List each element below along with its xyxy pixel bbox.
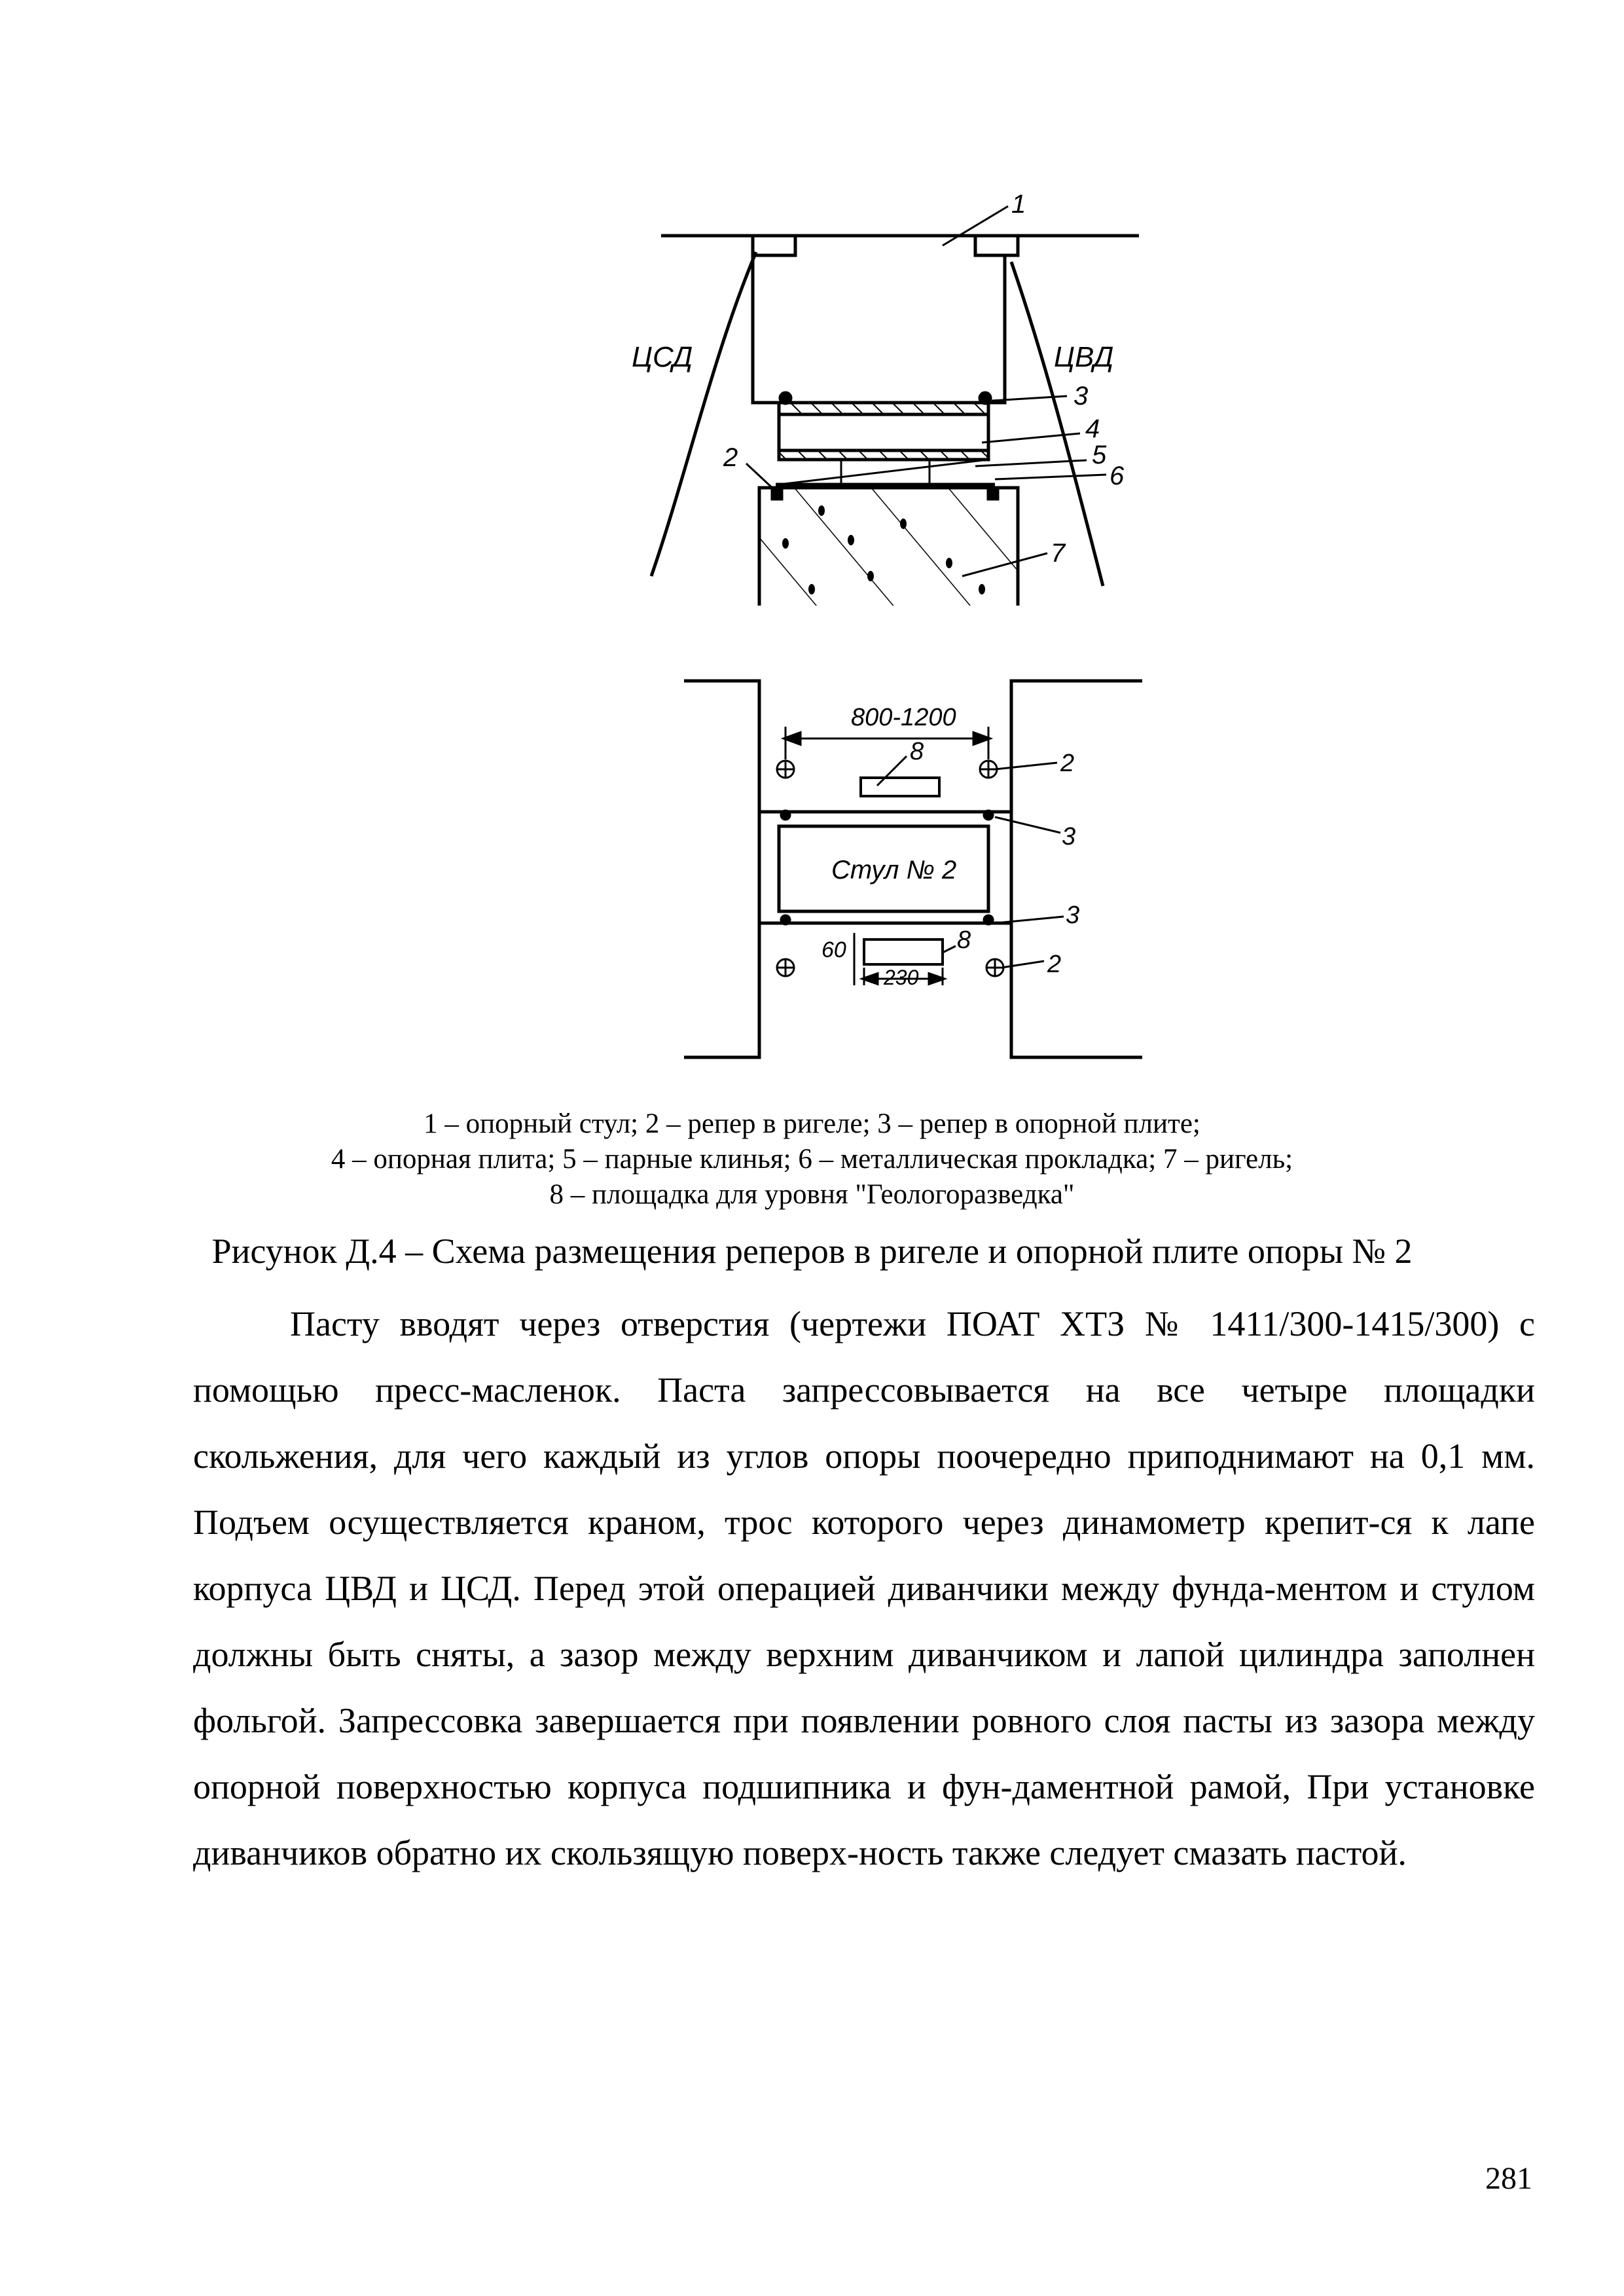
body-text [193,1291,1535,1886]
section-view [651,206,1139,606]
label-part-7: 7 [1051,539,1066,568]
label-part-6: 6 [1110,462,1125,490]
label-part-2-bottom: 2 [1047,951,1062,978]
label-dimension-800-1200: 800-1200 [851,704,956,731]
legend-line-1: 1 – опорный стул; 2 – репер в ригеле; 3 – репер в опорной плите; [424,1108,1200,1139]
label-chair-no-2: Стул № 2 [831,856,957,884]
label-part-3-lower: 3 [1066,902,1080,929]
paragraph: Пасту вводят через отверстия (чертежи ПОАТ ХТЗ № 1411/300-1415/300) с помощью пресс-масленок. Паста запрессовывается на все четыре площадки скольжения, для чего каждый из углов опоры поочередно приподнимают на 0,1 мм. Подъем осуществляется краном, трос которого через динамометр крепит-ся к лапе корпуса ЦВД и ЦСД. Перед этой операцией диванчики между фунда-ментом и стулом должны быть сняты, а зазор между верхним диванчиком и лапой цилиндра заполнен фольгой. Запрессовка завершается при появлении ровного слоя пасты из зазора между опорной поверхностью корпуса подшипника и фун-даментной рамой, При установке диванчиков обратно их скользящую поверх-ность также следует смазать пастой. [193,1304,1535,1872]
plan-labels [821,704,1079,989]
legend-line-2: 4 – опорная плита; 5 – парные клинья; 6 – металлическая прокладка; 7 – ригель; [331,1144,1293,1175]
label-dim-60: 60 [821,938,846,962]
label-part-8-bottom: 8 [957,926,971,954]
label-part-3: 3 [1074,382,1089,410]
label-part-1: 1 [1011,190,1026,219]
label-part-4: 4 [1085,414,1100,443]
label-part-2-top: 2 [1060,750,1075,777]
label-part-8-top: 8 [910,738,924,765]
label-csd: ЦСД [632,341,693,373]
label-cvd: ЦВД [1054,341,1114,373]
legend-line-3: 8 – площадка для уровня "Геологоразведка" [549,1179,1075,1210]
label-part-5: 5 [1092,441,1107,469]
figure-d4 [0,0,1624,1100]
figure-caption: Рисунок Д.4 – Схема размещения реперов в ригеле и опорной плите опоры № 2 [211,1231,1413,1271]
label-dim-230: 230 [884,966,919,989]
label-part-3-upper: 3 [1062,823,1076,850]
page-number: 281 [1485,2161,1532,2196]
label-part-2: 2 [723,443,738,472]
figure-legend [0,1106,1624,1212]
